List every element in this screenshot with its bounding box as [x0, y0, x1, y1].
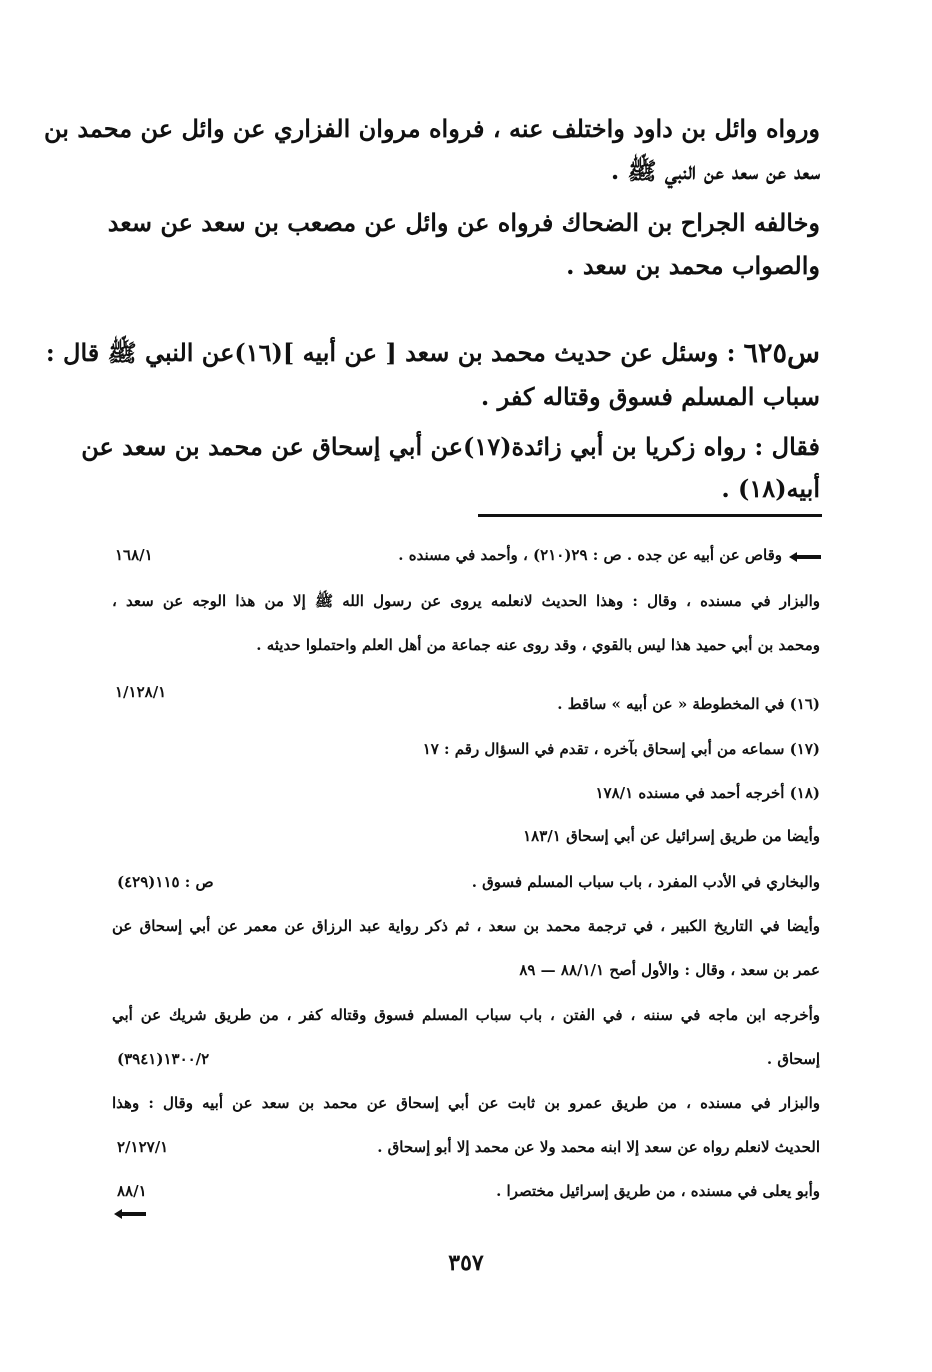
question-number: س٦٢٥ — [743, 338, 820, 369]
question-text: : وسئل عن حديث محمد بن سعد [ عن أبيه ](١٦)عن النبي ﷺ قال : — [45, 338, 736, 367]
answer-line2: أبيه(١٨) . — [721, 474, 820, 503]
footnote-separator — [478, 514, 822, 517]
footnote-cont-line3: ومحمد بن أبي حميد هذا ليس بالقوي ، وقد روى عنه جماعة من أهل العلم واحتملوا حديثه . — [256, 636, 820, 654]
main-p1-line1: ورواه وائل بن داود واختلف عنه ، فرواه مروان الفزاري عن وائل عن محمد بن — [44, 114, 820, 143]
question-line2: سباب المسلم فسوق وقتاله كفر . — [480, 382, 820, 411]
footnote16-ref: ١/١٢٨/١ — [115, 683, 167, 701]
footnote-18-line3-ref: ص : ١١٥(٤٢٩) — [117, 873, 214, 891]
footnote-18-line5: عمر بن سعد ، وقال : والأول أصح ٨٨/١/١ — ٨٩ — [519, 961, 820, 979]
footnote-18-line10-ref: ٨٨/١ — [117, 1182, 147, 1200]
footnote-18-line9: الحديث لانعلم رواه عن سعد إلا ابنه محمد ولا عن محمد إلا أبو إسحاق . — [377, 1138, 820, 1156]
footnote-17: (١٧) سماعه من أبي إسحاق بآخره ، تقدم في السؤال رقم : ١٧ — [422, 740, 820, 758]
footnote-16: (١٦) في المخطوطة « عن أبيه » ساقط . — [557, 695, 820, 713]
answer-line1: فقال : رواه زكريا بن أبي زائدة(١٧)عن أبي إسحاق عن محمد بن سعد عن — [81, 432, 820, 461]
footnote-18-line8: والبزار في مسنده ، من طريق عمرو بن ثابت عن أبي إسحاق عن محمد بن سعد عن أبيه وقال : وهذا — [112, 1094, 820, 1112]
footnote-18-line6: وأخرجه ابن ماجه في سننه ، في الفتن ، باب سباب المسلم فسوق وقتاله كفر ، من طريق شريك عن أبي — [112, 1006, 820, 1024]
footnote-18-line2: وأيضا من طريق إسرائيل عن أبي إسحاق ١٨٣/١ — [523, 827, 820, 845]
main-p1-line2: سعد عن سعد عن النبي ﷺ . — [610, 156, 820, 185]
footnote-18-line7-ref: ١٣٠٠/٢(٣٩٤١) — [117, 1050, 210, 1068]
page-number: ٣٥٧ — [448, 1250, 484, 1276]
footnote-cont-ref: ١٦٨/١ — [115, 546, 153, 564]
question-line1 — [45, 338, 820, 373]
footnote-18-line10: وأبو يعلى في مسنده ، من طريق إسرائيل مختصرا . — [496, 1182, 820, 1200]
footnote-18-line9-ref: ٢/١٢٧/١ — [117, 1138, 169, 1156]
footnote-18-line3: والبخاري في الأدب المفرد ، باب سباب المسلم فسوق . — [471, 873, 820, 891]
main-p2-line1: وخالفه الجراح بن الضحاك فرواه عن وائل عن مصعب بن سعد عن سعد — [107, 208, 820, 237]
arrow-left-icon — [795, 555, 821, 559]
footnote-18-line4: وأيضا في التاريخ الكبير ، في ترجمة محمد بن سعد ، ثم ذكر رواية عبد الرزاق عن معمر عن أبي إسحاق عن — [112, 917, 820, 935]
footnote-18: (١٨) أخرجه أحمد في مسنده ١٧٨/١ — [595, 784, 820, 802]
main-p2-line2: والصواب محمد بن سعد . — [566, 251, 820, 280]
footnote-cont-line2: والبزار في مسنده ، وقال : وهذا الحديث لانعلمه يروى عن رسول الله ﷺ إلا من هذا الوجه عن سعد ، — [112, 592, 820, 610]
arrow-left-icon — [120, 1212, 146, 1216]
footnote-18-line7: إسحاق . — [766, 1050, 820, 1068]
footnote-cont-line1: وقاص عن أبيه عن جده . ص : ٢٩(٢١٠) ، وأحمد في مسنده . — [398, 546, 782, 564]
